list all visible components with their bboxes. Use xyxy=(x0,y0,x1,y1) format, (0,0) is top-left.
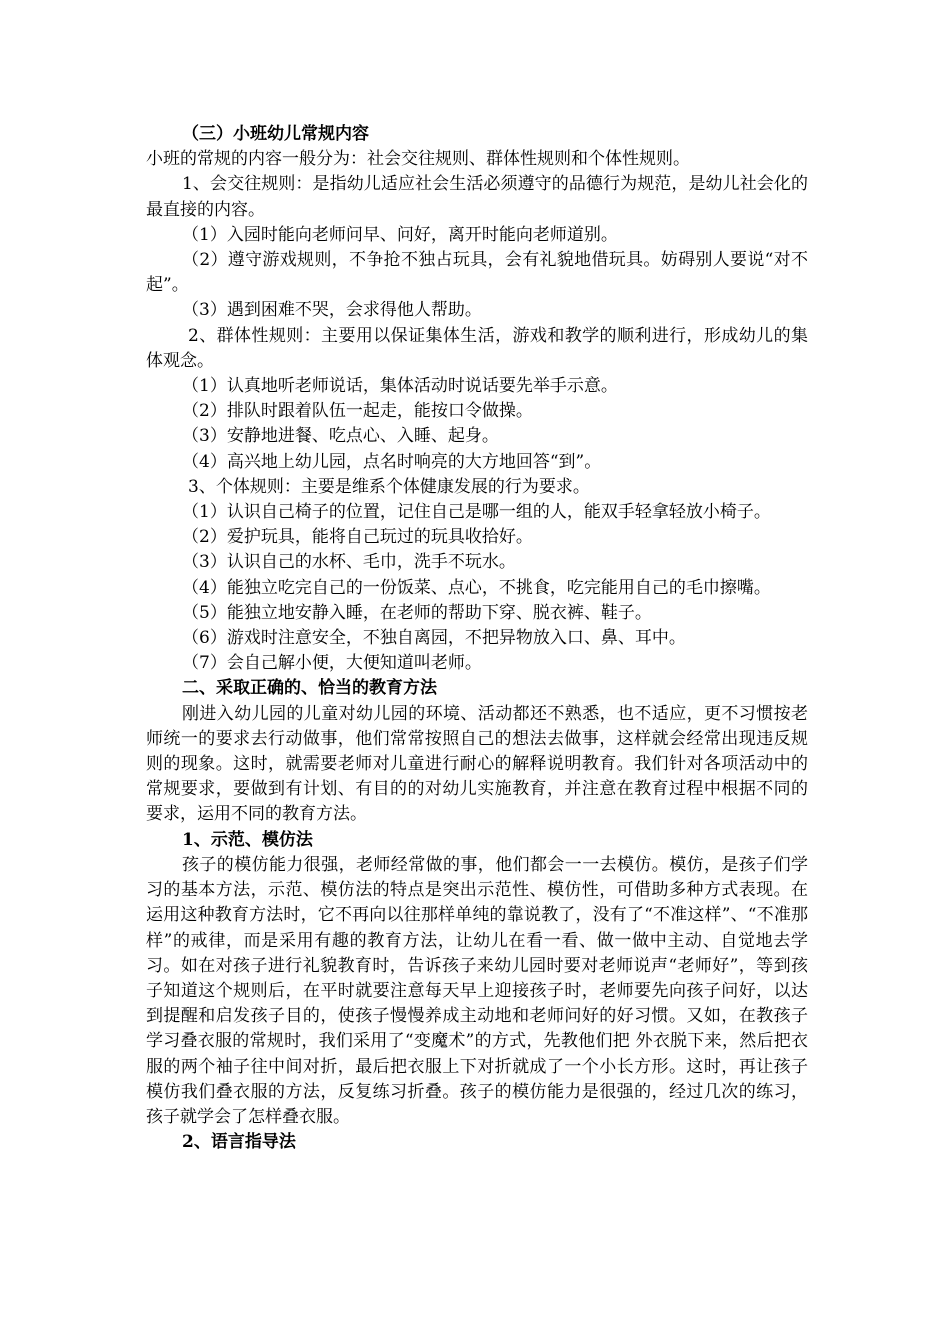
rule1-item: （1）入园时能向老师问早、问好，离开时能向老师道别。 xyxy=(182,224,618,245)
rule2-item: （4）高兴地上幼儿园，点名时响亮的大方地回答“到”。 xyxy=(182,451,602,472)
rule3-item: （3）认识自己的水杯、毛巾，洗手不玩水。 xyxy=(182,552,516,573)
rule1-item: （2）遵守游戏规则，不争抢不独占玩具，会有礼貌地借玩具。妨碍别人要说“对不起”。 xyxy=(146,250,808,296)
rule2-item: （3）安静地进餐、吃点心、入睡、起身。 xyxy=(182,426,499,447)
rule3-title: 3、个体规则：主要是维系个体健康发展的行为要求。 xyxy=(188,476,590,497)
rule3-item: （6）游戏时注意安全，不独自离园，不把异物放入口、鼻、耳中。 xyxy=(182,628,686,649)
rule3-item: （2）爱护玩具，能将自己玩过的玩具收拾好。 xyxy=(182,527,533,548)
method2-title: 2、语言指导法 xyxy=(182,1132,296,1153)
section2-title: 二、采取正确的、恰当的教育方法 xyxy=(182,678,437,699)
method1-title: 1、示范、模仿法 xyxy=(182,829,313,850)
intro-paragraph: 小班的常规的内容一般分为：社会交往规则、群体性规则和个体性规则。 xyxy=(146,149,690,170)
rule3-item: （1）认识自己椅子的位置，记住自己是哪一组的人，能双手轻拿轻放小椅子。 xyxy=(182,502,771,523)
method1-body: 孩子的模仿能力很强，老师经常做的事，他们都会一一去模仿。模仿，是孩子们学习的基本方法，示范、模仿法的特点是突出示范性、模仿性，可借助多种方式表现。在运用这种教育方法时，它不再向以往那样单纯的靠说教了，没有了“不准这样”、“不准那样”的戒律，而是采用有趣的教育方法，让幼儿在看一看、做一做中主动、自觉地去学习。如在对孩子进行礼貌教育时，告诉孩子来幼儿园时要对老师说声“老师好”，等到孩子知道这个规则后，在平时就要注意每天早上迎接孩子时，老师要先向孩子问好，以达到提醒和启发孩子目的，使孩子慢慢养成主动地和老师问好的好习惯。又如，在教孩子学习叠衣服的常规时，我们采用了“变魔术”的方式，先教他们把 外衣脱下来，然后把衣服的两个袖子往中间对折，最后把衣服上下对折就成了一个小长方形。这时，再让孩子模仿我们叠衣服的方法，反复练习折叠。孩子的模仿能力是很强的，经过几次的练习，孩子就学会了怎样叠衣服。 xyxy=(146,854,808,1127)
rule2-item: （2）排队时跟着队伍一起走，能按口令做操。 xyxy=(182,401,533,422)
section2-body: 刚进入幼儿园的儿童对幼儿园的环境、活动都还不熟悉，也不适应，更不习惯按老师统一的要求去行动做事，他们常常按照自己的想法去做事，这样就会经常出现违反规则的现象。这时，就需要老师对儿童进行耐心的解释说明教育。我们针对各项活动中的常规要求，要做到有计划、有目的的对幼儿实施教育，并注意在教育过程中根据不同的要求，运用不同的教育方法。 xyxy=(146,703,808,825)
rule2-title: 2、群体性规则：主要用以保证集体生活，游戏和教学的顺利进行，形成幼儿的集体观念。 xyxy=(146,325,808,371)
rule1-title: 1、会交往规则：是指幼儿适应社会生活必须遵守的品德行为规范，是幼儿社会化的最直接的内容。 xyxy=(146,174,808,220)
rule2-item: （1）认真地听老师说话，集体活动时说话要先举手示意。 xyxy=(182,376,618,397)
rule3-item: （4）能独立吃完自己的一份饭菜、点心，不挑食，吃完能用自己的毛巾擦嘴。 xyxy=(182,577,771,598)
document-body xyxy=(146,122,808,1155)
rule1-item: （3）遇到困难不哭，会求得他人帮助。 xyxy=(182,300,482,321)
rule3-item: （7）会自己解小便，大便知道叫老师。 xyxy=(182,653,482,674)
rule3-item: （5）能独立地安静入睡，在老师的帮助下穿、脱衣裤、鞋子。 xyxy=(182,602,652,623)
section-title: （三）小班幼儿常规内容 xyxy=(182,124,369,144)
